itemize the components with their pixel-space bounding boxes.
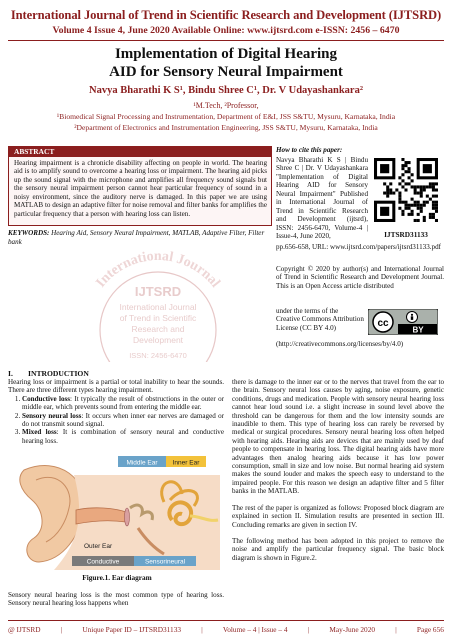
label-middle-ear: Middle Ear [126,459,158,467]
cc-license-text: under the terms of the Creative Commons Attribution License (CC BY 4.0) [276,307,364,332]
intro-paragraph-1: Hearing loss or impairment is a partial or total inability to hear the sounds. There are three different types hearing impairment. [8,378,224,395]
abstract-heading: ABSTRACT [9,147,271,157]
list-item: 2. Sensory neural loss: It occurs when inner ear nerves are damaged or do not transmit sound signal. [22,412,224,429]
list-item: 3. Mixed loss: It is combination of sensory neural and conductive hearing loss. [22,428,224,445]
intro-col2-paragraph-1: there is damage to the inner ear or to the nerves that travel from the ear to the brain. Sensory neural loss causes by aging, noise exposure, genetic conditions, drugs and medication. People with sensory neural hearing loss cannot hear loud sound i.e. a slight increase in sound level above the threshold can be dangerous for them and the low intensity sounds are inaudible to them. This type of hearing loss can rarely be reversed by medical or surgical procedures. Sensory neural hearing loss often helped with hearing aids. Hearing aids are devices that are mainly used by deaf people to compensate in hearing loss. The digital hearing aids have more advantages then analog hearing aids because it has low power consumption, small in size and low noise. But normal hearing aid system makes the sound louder and makes the speech easy to understand to the impaired people. For this reason we design an adaptive filter and 5 filter banks in the MATLAB. [232,378,444,496]
label-outer-ear: Outer Ear [84,543,113,550]
watermark-issn: ISSN: 2456-6470 [129,351,187,360]
cc-by-badge-icon [368,309,438,335]
footer-site: @ IJTSRD [8,625,41,634]
qr-code-icon [374,158,438,222]
authors: Navya Bharathi K S¹, Bindu Shree C¹, Dr. V Udayashankara² [89,85,363,96]
section-heading-introduction: I. INTRODUCTION [8,369,89,378]
watermark-arc-text: International Journal [93,248,223,291]
watermark-line-2: of Trend in Scientific [119,313,197,323]
footer-page: Page 656 [416,625,444,634]
ijtsrd-watermark-logo [58,238,258,362]
journal-volume-line: Volume 4 Issue 4, June 2020 Available Online: www.ijtsrd.com e-ISSN: 2456 – 6470 [52,25,400,36]
watermark-line-1: International Journal [119,302,197,312]
label-sensorineural: Sensorineural [144,558,186,566]
cc-badge-by: BY [412,325,424,335]
watermark-center: IJTSRD [134,284,182,299]
copyright-text: Copyright © 2020 by author(s) and International Journal of Trend in Scientific Research and Development Journal. This is an Open Access article distributed [276,265,444,290]
hearing-loss-types-list [8,395,224,445]
cc-badge-cc: cc [377,318,389,329]
footer-volume: Volume – 4 | Issue – 4 [222,625,288,634]
author-roles: ¹M.Tech, ²Professor, [193,101,259,110]
intro-col2-paragraph-2: The rest of the paper is organized as follows: Proposed block diagram are explained in section II. Simulation results are presented in section III. Concluding remarks are given in section IV. [232,503,444,529]
page-footer: @ IJTSRD | Unique Paper ID – IJTSRD31133 | Volume – 4 | Issue – 4 | May-June 2020 | Page 656 [8,625,444,634]
citation-heading: How to cite this paper: [276,146,343,154]
introduction-column-1 [8,378,224,445]
list-item: 1. Conductive loss: It typically the result of obstructions in the outer or middle ear, which prevents sound from entering the middle ear. [22,395,224,412]
affiliation-2: ²Department of Electronics and Instrumentation Engineering, JSS S&TU, Mysuru, Karnataka, India [74,123,378,132]
watermark-line-4: Development [132,335,184,345]
footer-rule [8,620,444,621]
keywords-label: KEYWORDS: [8,229,50,237]
label-inner-ear: Inner Ear [172,459,200,467]
affiliation-1: ¹Biomedical Signal Processing and Instrumentation, Department of E&I, JSS S&TU, Mysuru, Karnataka, India [56,112,396,121]
ear-diagram [14,450,220,570]
header-rule [8,40,444,41]
intro-column-1-bottom: Sensory neural hearing loss is the most common type of hearing loss. Sensory neural hearing loss happens when [8,591,224,608]
introduction-column-2 [232,378,444,570]
keywords-text: Hearing Aid, Sensory Neural Impairment, MATLAB, Adaptive Filter, Filter bank [8,229,265,246]
paper-title-line1: Implementation of Digital Hearing [114,46,338,62]
paper-title-line2: AID for Sensory Neural Impairment [109,64,343,80]
footer-date: May-June 2020 [329,625,376,634]
citation-text: Navya Bharathi K S | Bindu Shree C | Dr. V Udayashankara "Implementation of Digital Hearing AID for Sensory Neural Impairment" Published in International Journal of Trend in Scientific Research and Development (ijtsrd), ISSN: 2456-6470, Volume-4 | Issue-4, June 2020, [276,156,368,241]
citation-url[interactable]: pp.656-658, URL: www.ijtsrd.com/papers/ijtsrd31133.pdf [276,243,441,251]
watermark-line-3: Research and [131,324,185,334]
figure-caption: Figure.1. Ear diagram [82,573,152,582]
qr-label: IJTSRD31133 [384,230,428,239]
footer-paper-id: Unique Paper ID – IJTSRD31133 [82,625,182,634]
abstract-box [8,146,272,226]
intro-col2-paragraph-3: The following method has been adopted in this project to remove the noise and amplify the particular frequency signal. The basic block diagram is shown in Figure.2. [232,536,444,562]
cc-license-url[interactable]: (http://creativecommons.org/licenses/by/4.0) [276,340,404,348]
journal-title: International Journal of Trend in Scientific Research and Development (IJTSRD) [10,8,442,22]
abstract-text: Hearing impairment is a chronicle disability affecting on people in world. The hearing aid is to amplify sound to overcome a hearing loss or impairment. The hearing aid picks up the sound signal with the microphone and amplifies all frequency sound signals but the sensory neural impairment person cannot hear particular frequency of sound in a noisy environment, since the auditory nerve is damaged. In this paper we are using MATLAB to design an adaptive filter for noise removal and filter banks for amplifies the particular frequency that a person with hearing loss can listen. [14,159,267,218]
label-conductive: Conductive [86,558,120,566]
